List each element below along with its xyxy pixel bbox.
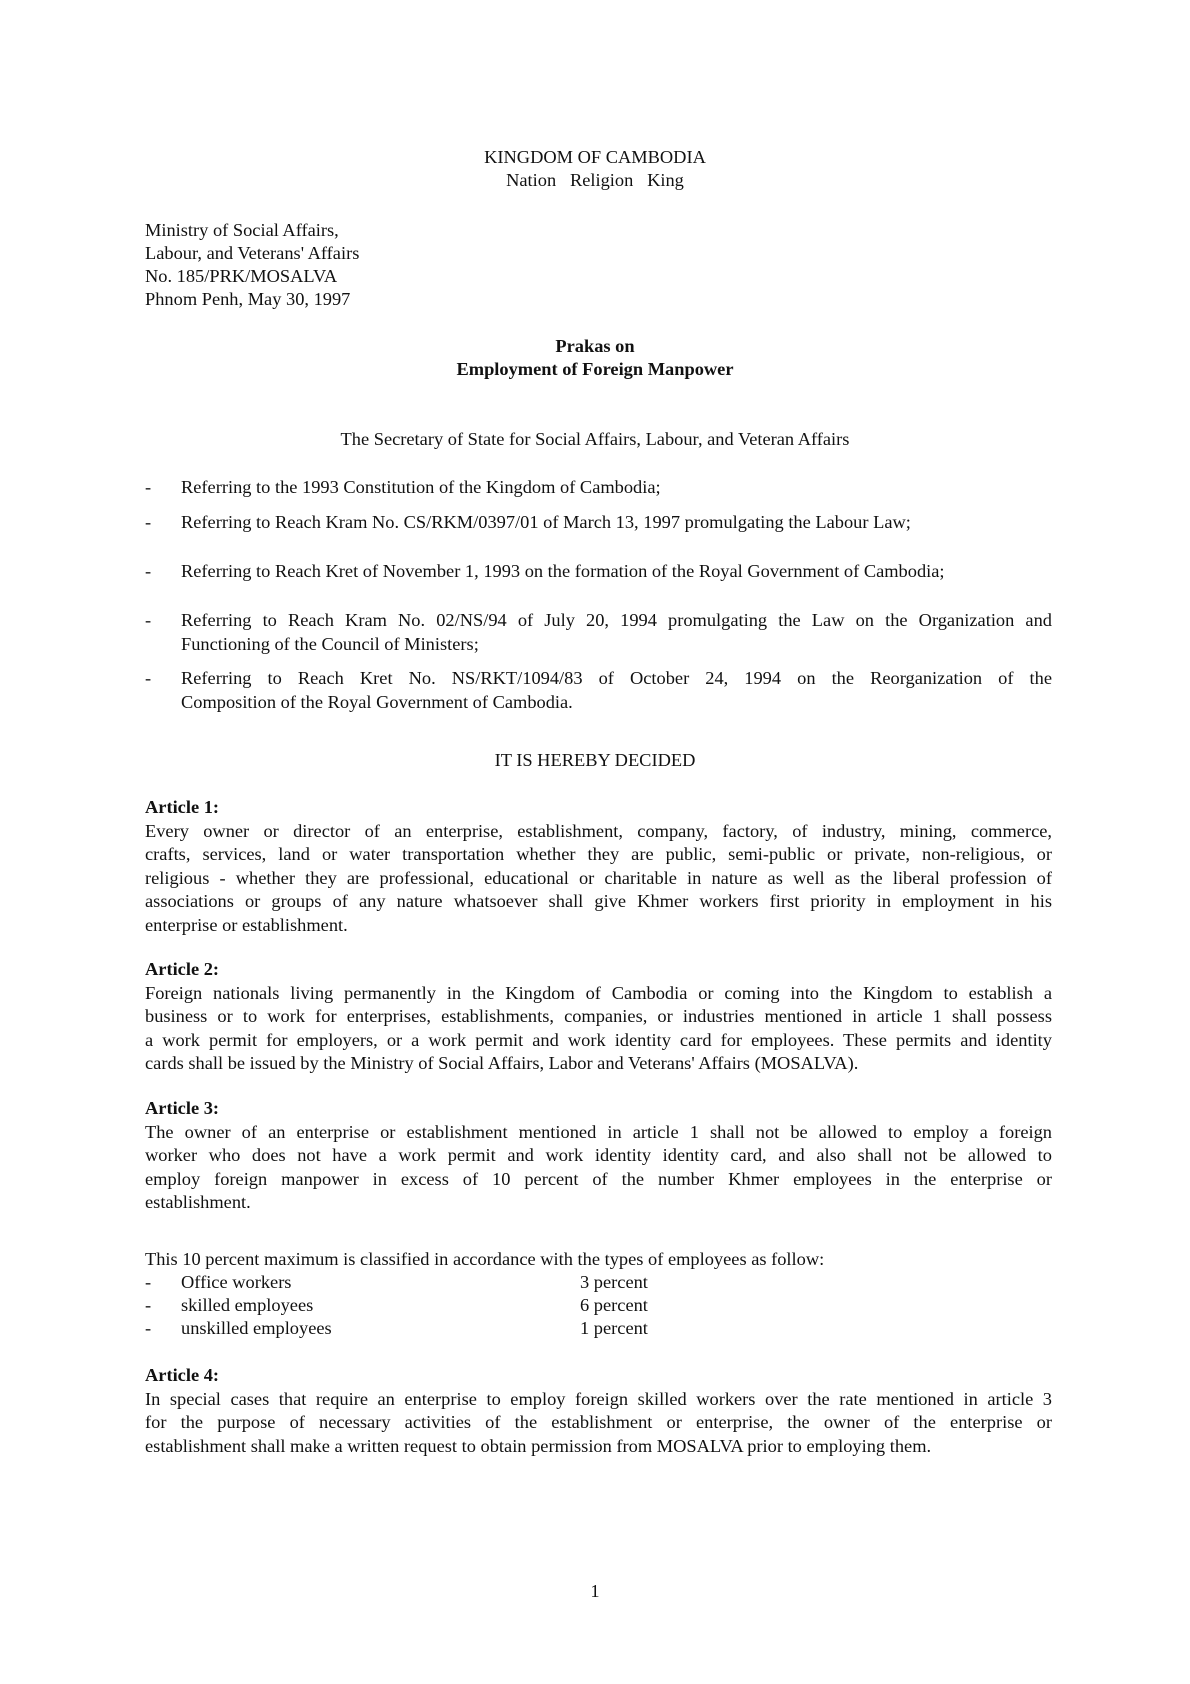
quota-row (145, 1271, 845, 1295)
article-line: Foreign nationals living permanently in the Kingdom of Cambodia or coming into the Kingdom to establish a (145, 982, 1052, 1003)
reference-text: Referring to Reach Kret of November 1, 1993 on the formation of the Royal Government of Cambodia; (181, 561, 945, 581)
bullet-dash: - (145, 512, 152, 532)
bullet-dash: - (145, 1295, 152, 1315)
quota-rate: 3 percent (580, 1272, 648, 1292)
article-heading: Article 3: (145, 1098, 220, 1118)
bullet-dash: - (145, 610, 152, 630)
bullet-dash: - (145, 668, 152, 688)
employee-type: skilled employees (181, 1295, 314, 1315)
article-line: crafts, services, land or water transportation whether they are public, semi-public or private, non-religious, or (145, 844, 1052, 864)
article-1 (145, 796, 1052, 937)
reference-text: Referring to Reach Kram No. CS/RKM/0397/01 of March 13, 1997 promulgating the Labour Law; (181, 512, 911, 532)
reference-text-line: Functioning of the Council of Ministers; (181, 633, 479, 654)
bullet-dash: - (145, 1272, 152, 1292)
quota-rate: 1 percent (580, 1318, 648, 1338)
reference-text: Referring to the 1993 Constitution of the Kingdom of Cambodia; (181, 477, 661, 497)
quota-rate: 6 percent (580, 1295, 648, 1315)
issuer-line-2: Labour, and Veterans' Affairs (145, 243, 360, 263)
reference-item (145, 476, 1052, 500)
reference-text-line: Composition of the Royal Government of Cambodia. (181, 691, 573, 712)
article-line: establishment shall make a written request to obtain permission from MOSALVA prior to employing them. (145, 1435, 932, 1456)
title-line-2: Employment of Foreign Manpower (456, 359, 734, 379)
article-line: for the purpose of necessary activities of the establishment or enterprise, the owner of the enterprise or (145, 1412, 1052, 1432)
reference-item (145, 667, 1052, 714)
article-line: Every owner or director of an enterprise, establishment, company, factory, of industry, mining, commerce, (145, 820, 1052, 841)
article-heading: Article 1: (145, 797, 220, 817)
article-heading: Article 4: (145, 1365, 220, 1385)
document-number: No. 185/PRK/MOSALVA (145, 266, 338, 286)
country-heading: KINGDOM OF CAMBODIA (484, 147, 706, 167)
page-number: 1 (590, 1581, 600, 1601)
employee-type: unskilled employees (181, 1318, 332, 1338)
quota-row (145, 1317, 845, 1341)
article-line: a work permit for employers, or a work permit and work identity card for employees. These permits and identity (145, 1029, 1052, 1050)
bullet-dash: - (145, 1318, 152, 1338)
authority-line: The Secretary of State for Social Affairs, Labour, and Veteran Affairs (340, 429, 850, 449)
article-line: establishment. (145, 1192, 251, 1212)
article-line: associations or groups of any nature whatsoever shall give Khmer workers first priority in employment in his (145, 891, 1052, 911)
article-line: cards shall be issued by the Ministry of Social Affairs, Labor and Veterans' Affairs (MOSALVA). (145, 1053, 859, 1073)
quota-intro: This 10 percent maximum is classified in accordance with the types of employees as follow: (145, 1249, 825, 1269)
article-4 (145, 1364, 1052, 1458)
reference-text-line: Referring to Reach Kret No. NS/RKT/1094/83 of October 24, 1994 on the Reorganization of the (181, 668, 1052, 688)
reference-item (145, 609, 1052, 656)
article-heading: Article 2: (145, 959, 220, 979)
article-line: employ foreign manpower in excess of 10 percent of the number Khmer employees in the enterprise or (145, 1168, 1052, 1189)
employee-type: Office workers (181, 1272, 292, 1292)
national-motto: Nation Religion King (506, 170, 684, 190)
bullet-dash: - (145, 477, 152, 497)
article-line: religious - whether they are professional, educational or charitable in nature as well as the liberal profession of (145, 867, 1052, 888)
title-line-1: Prakas on (555, 336, 635, 356)
decision-heading: IT IS HEREBY DECIDED (494, 750, 696, 770)
article-line: enterprise or establishment. (145, 914, 348, 935)
reference-item (145, 511, 1052, 535)
article-line: worker who does not have a work permit and work identity identity card, and also shall not be allowed to (145, 1145, 1052, 1165)
article-2 (145, 958, 1052, 1076)
article-line: The owner of an enterprise or establishment mentioned in article 1 shall not be allowed to employ a foreign (145, 1121, 1052, 1142)
place-date: Phnom Penh, May 30, 1997 (145, 289, 351, 309)
article-3 (145, 1097, 1052, 1215)
reference-text-line: Referring to Reach Kram No. 02/NS/94 of July 20, 1994 promulgating the Law on the Organization and (181, 610, 1052, 630)
reference-item (145, 560, 1052, 584)
article-line: business or to work for enterprises, establishments, companies, or industries mentioned in article 1 shall possess (145, 1006, 1052, 1026)
bullet-dash: - (145, 561, 152, 581)
issuer-line-1: Ministry of Social Affairs, (145, 220, 339, 240)
quota-row (145, 1294, 845, 1318)
article-line: In special cases that require an enterprise to employ foreign skilled workers over the rate mentioned in article 3 (145, 1388, 1052, 1409)
